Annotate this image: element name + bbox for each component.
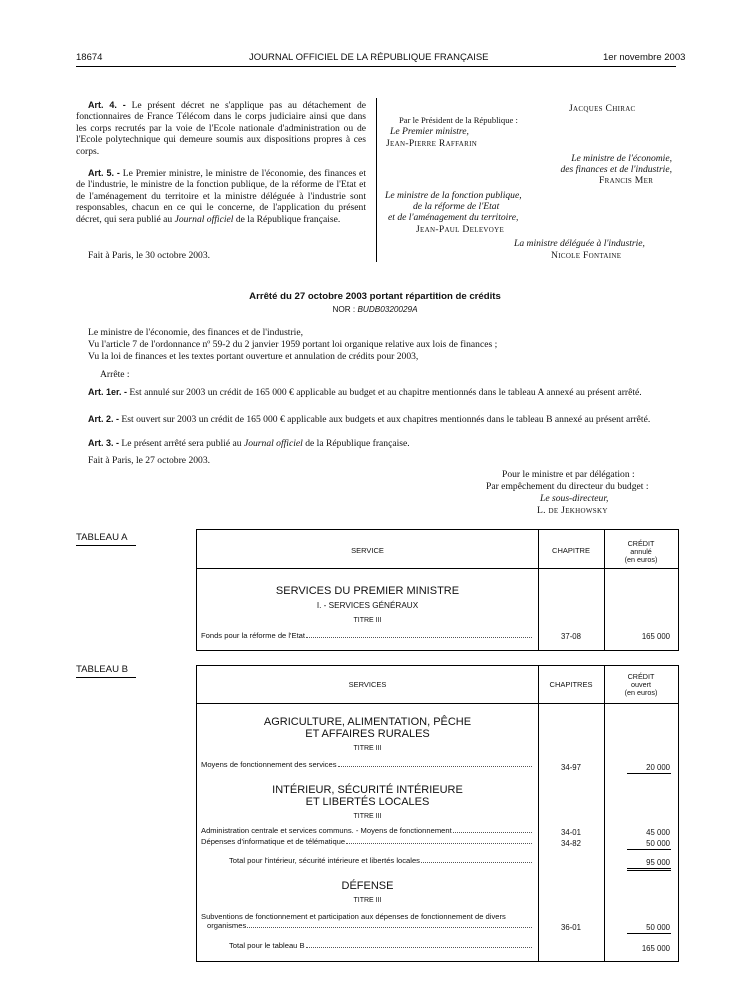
art5-journal: Journal officiel: [174, 213, 234, 225]
arrete-intro-1: Le ministre de l'économie, des finances et de l'industrie,: [88, 327, 303, 338]
tableau-a-row-label: Fonds pour la réforme de l'Etat: [201, 631, 306, 640]
art5-text-b: de la République française.: [233, 213, 341, 225]
tableau-b-col-credit-2: ouvert: [631, 680, 651, 689]
tableau-a-col-chapitre: CHAPITRE: [552, 546, 590, 555]
tableau-a-row-credit: 165 000: [641, 632, 670, 641]
tableau-b-int-titre: TITRE III: [353, 813, 382, 820]
tableau-b-def-row-2: organismes: [207, 921, 247, 930]
tableau-b-grand-total-label: Total pour le tableau B: [229, 941, 305, 950]
tableau-b-agri-titre: TITRE III: [353, 745, 382, 752]
decree-article-5: [76, 168, 366, 225]
sig-pm-name: Jean-Pierre Raffarin: [386, 138, 478, 149]
arrete-art3-text-a: Le présent arrêté sera publié au: [119, 438, 244, 449]
sig-ind-title: La ministre déléguée à l'industrie,: [514, 238, 645, 249]
arrete-sign-3: Le sous-directeur,: [540, 493, 609, 504]
art4-text: Le présent décret ne s'applique pas au détachement de fonctionnaires de France Télécom dans le corps judiciaire ainsi que dans les corps recrutés par la voie de l'Ecole nationale d'administration ou de l'Ecole polytechnique qui demeure soumis aux dispositions propres à ces corps.: [76, 100, 366, 157]
tableau-a-section-title: SERVICES DU PREMIER MINISTRE: [275, 585, 460, 597]
art4-label: Art. 4. -: [88, 100, 126, 110]
tableau-b-int-total-rule-1: [627, 868, 671, 869]
arrete-article-3: [76, 438, 674, 449]
sig-eco-name: Francis Mer: [599, 175, 654, 186]
table-row: [201, 760, 533, 769]
tableau-b-def-credit: 50 000: [646, 923, 670, 932]
arrete-art3-label: Art. 3. -: [88, 438, 120, 448]
art5-label: Art. 5. -: [88, 168, 120, 178]
tableau-a-col-credit-3: (en euros): [624, 555, 658, 564]
tableau-b-def-title: DÉFENSE: [341, 880, 394, 892]
header-rule: [76, 66, 676, 67]
tableau-b-int-title-2: ET LIBERTÉS LOCALES: [305, 796, 430, 808]
sig-president: Jacques Chirac: [569, 103, 636, 114]
sig-eco-title-1: Le ministre de l'économie,: [571, 153, 672, 164]
arrete-article-2: [76, 414, 674, 425]
tableau-b-agri-row-credit: 20 000: [646, 763, 670, 772]
tableau-a-col-credit-1: CRÉDIT: [627, 539, 655, 548]
tableau-a-col-credit-2: annulé: [630, 547, 652, 556]
table-row: [201, 631, 533, 640]
sig-fp-title-1: Le ministre de la fonction publique,: [385, 190, 522, 201]
arrete-nor: [250, 305, 500, 314]
decree-done-at: Fait à Paris, le 30 octobre 2003.: [88, 250, 211, 261]
tableau-b-int-total-credit: 95 000: [646, 858, 670, 867]
tableau-b-int-row-2-chapitre: 34-82: [561, 839, 581, 848]
tableau-b-agri-rule: [627, 773, 671, 774]
arrete-word: Arrête :: [100, 369, 130, 380]
tableau-b-header-rule: [197, 703, 678, 704]
sig-fp-title-2: de la réforme de l'Etat: [413, 201, 500, 212]
tableau-b-col-chapitres: CHAPITRES: [549, 680, 593, 689]
tableau-a: [196, 529, 679, 651]
tableau-b-int-row-1-credit: 45 000: [646, 828, 670, 837]
sig-ind-name: Nicole Fontaine: [551, 250, 622, 261]
tableau-b-label-rule: [76, 677, 136, 678]
sig-fp-name: Jean-Paul Delevoye: [416, 224, 505, 235]
table-row: [201, 837, 533, 846]
tableau-a-label: TABLEAU A: [76, 532, 128, 543]
tableau-b-agri-row-label: Moyens de fonctionnement des services: [201, 760, 337, 769]
tableau-b-def-titre: TITRE III: [353, 897, 382, 904]
arrete-art1-text: Est annulé sur 2003 un crédit de 165 000 € applicable au budget et au chapitre mentionnés dans le tableau A annexé au présent arrêté.: [127, 387, 642, 398]
table-row: [201, 826, 533, 835]
tableau-a-subsection: I. - SERVICES GÉNÉRAUX: [316, 601, 419, 610]
header-date: 1er novembre 2003: [603, 52, 686, 63]
tableau-b-agri-row-chapitre: 34-97: [561, 763, 581, 772]
page-number: 18674: [76, 52, 103, 63]
tableau-b-def-chapitre: 36-01: [561, 923, 581, 932]
tableau-a-label-rule: [76, 545, 136, 546]
tableau-b-col-credit-1: CRÉDIT: [627, 672, 655, 681]
arrete-art1-label: Art. 1er. -: [88, 387, 128, 397]
tableau-b-def-row-1: Subventions de fonctionnement et participation aux dépenses de fonctionnement de divers: [201, 912, 506, 921]
tableau-b-int-rule: [627, 849, 671, 850]
arrete-done-at: Fait à Paris, le 27 octobre 2003.: [88, 455, 211, 466]
tableau-b-agri-title-2: ET AFFAIRES RURALES: [305, 728, 430, 740]
tableau-b-int-row-2-label: Dépenses d'informatique et de télématique: [201, 837, 346, 846]
tableau-b-int-row-1-chapitre: 34-01: [561, 828, 581, 837]
arrete-art3-journal: Journal officiel: [243, 438, 303, 449]
arrete-sign-1: Pour le ministre et par délégation :: [502, 469, 635, 480]
tableau-b-agri-title-1: AGRICULTURE, ALIMENTATION, PÊCHE: [263, 716, 472, 728]
tableau-b-grand-total-credit: 165 000: [641, 944, 670, 953]
tableau-b-label: TABLEAU B: [76, 664, 129, 675]
decree-article-4: [76, 100, 366, 157]
arrete-intro-2: Vu l'article 7 de l'ordonnance nº 59-2 du 2 janvier 1959 portant loi organique relative aux lois de finances ;: [88, 339, 498, 350]
table-row-total: [229, 856, 533, 865]
tableau-b-def-rule: [627, 933, 671, 934]
tableau-b-col-sep-2: [604, 666, 605, 961]
nor-code: BUDB0320029A: [357, 305, 418, 314]
tableau-b-int-total-label: Total pour l'intérieur, sécurité intérieure et libertés locales: [229, 856, 420, 865]
tableau-a-header-rule: [197, 568, 678, 569]
sig-pm-title: Le Premier ministre,: [390, 126, 469, 137]
tableau-a-titre: TITRE III: [353, 617, 382, 624]
arrete-art2-label: Art. 2. -: [88, 414, 120, 424]
table-row-grand-total: [229, 941, 533, 950]
tableau-b-int-title-1: INTÉRIEUR, SÉCURITÉ INTÉRIEURE: [272, 784, 463, 796]
arrete-intro-3: Vu la loi de finances et les textes portant ouverture et annulation de crédits pour 2003,: [88, 351, 419, 362]
tableau-b-col-credit-3: (en euros): [624, 688, 658, 697]
journal-title: JOURNAL OFFICIEL DE LA RÉPUBLIQUE FRANÇAISE: [249, 52, 489, 63]
tableau-b-col-sep-1: [538, 666, 539, 961]
tableau-a-col-service: SERVICE: [351, 546, 384, 555]
sig-fp-title-3: et de l'aménagement du territoire,: [388, 212, 519, 223]
tableau-a-row-chapitre: 37-08: [561, 632, 581, 641]
arrete-art3-text-b: de la République française.: [302, 438, 410, 449]
arrete-title: Arrêté du 27 octobre 2003 portant répartition de crédits: [249, 291, 501, 302]
nor-label: NOR :: [332, 305, 358, 314]
column-separator: [376, 98, 377, 262]
arrete-article-1: [76, 387, 674, 398]
sig-by-president: Par le Président de la République :: [399, 115, 518, 125]
tableau-b-col-service: SERVICES: [348, 680, 387, 689]
arrete-sign-name: L. de Jekhowsky: [537, 505, 608, 516]
tableau-b-int-total-rule-2: [627, 870, 671, 871]
art5-text-a: Le Premier ministre, le ministre de l'économie, des finances et de l'industrie, le ministre de la fonction publique, de la réforme de l'Etat et de l'aménagement du territoire et la ministre déléguée à l'industrie sont responsables, chacun en ce qui le concerne, de l'application du présent décret, qui sera publié au: [76, 168, 366, 225]
sig-eco-title-2: des finances et de l'industrie,: [560, 164, 672, 175]
table-row: [207, 921, 533, 930]
arrete-art2-text: Est ouvert sur 2003 un crédit de 165 000 € applicable aux budgets et aux chapitres mentionnés dans le tableau B annexé au présent arrêté.: [119, 414, 651, 425]
tableau-b-int-row-2-credit: 50 000: [646, 839, 670, 848]
tableau-b: [196, 665, 679, 962]
tableau-b-int-row-1-label: Administration centrale et services communs. - Moyens de fonctionnement: [201, 826, 452, 835]
arrete-sign-2: Par empêchement du directeur du budget :: [486, 481, 649, 492]
